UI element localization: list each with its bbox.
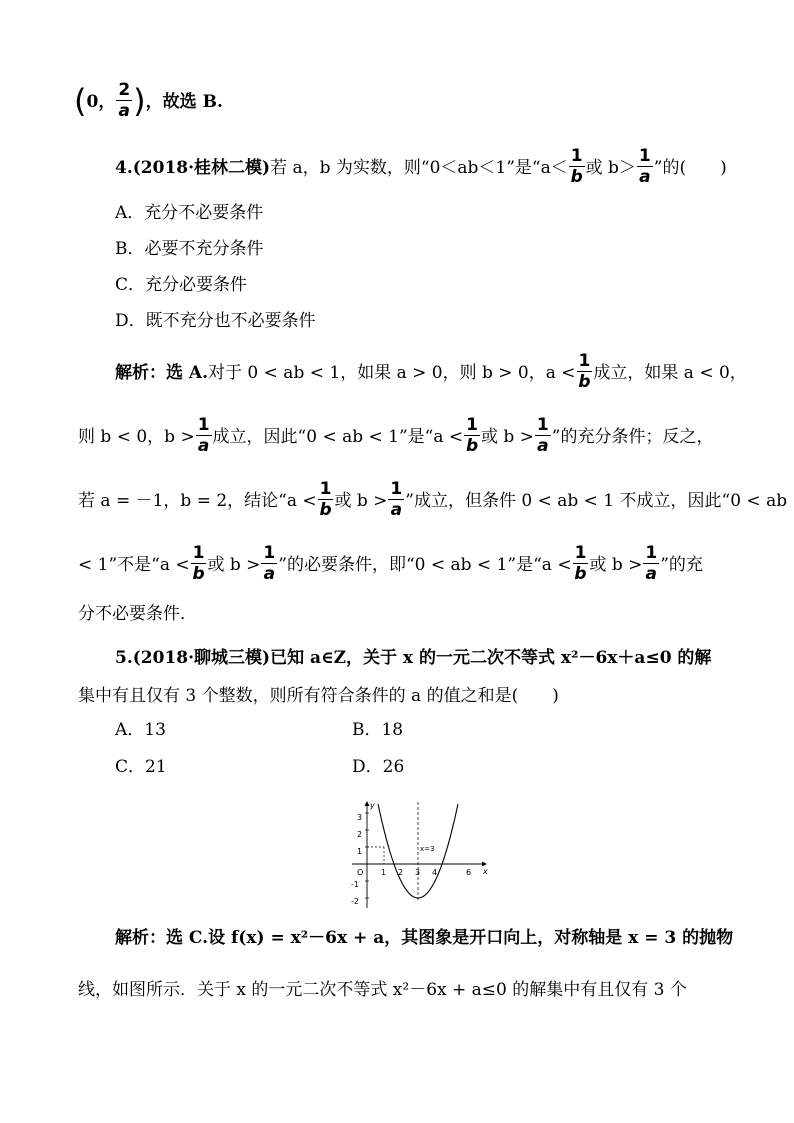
interval-start: 0: [86, 92, 99, 112]
solution-4-line-4: [78, 545, 703, 586]
solution-5-line-2: 线，如图所示．关于 x 的一元二次不等式 x²－6x + a≤0 的解集中有且仅有 3 个: [78, 980, 687, 1000]
q4-text-2: 或 b＞: [585, 158, 636, 178]
solution-5-line-1: [115, 930, 733, 947]
solution-4-line-3: [78, 481, 787, 522]
solution-4-line-5: 分不必要条件．: [78, 604, 197, 624]
symmetry-axis-label: x=3: [420, 845, 435, 853]
frac-num: 1: [192, 543, 205, 563]
frac-den: a: [263, 564, 276, 584]
frac-num: 2: [118, 80, 131, 100]
interval-answer-line: [74, 82, 223, 123]
x-tick-label: 3: [415, 868, 421, 877]
text: 或 b >: [207, 555, 261, 575]
fraction-2-over-a: [116, 80, 132, 121]
frac-num: 1: [466, 415, 478, 435]
origin-label: O: [357, 868, 364, 877]
frac-den: b: [192, 564, 205, 584]
y-axis-label: y: [370, 801, 375, 810]
fraction-1-over-b: [573, 543, 589, 584]
frac-den: b: [574, 564, 587, 584]
solution-4-line-1: [115, 353, 747, 394]
frac-den: a: [537, 436, 549, 456]
question-5-line-2: 集中有且仅有 3 个整数，则所有符合条件的 a 的值之和是( ): [78, 686, 559, 706]
text: 或 b >: [589, 555, 643, 575]
text: 成立，如果 a < 0，: [593, 363, 747, 383]
fraction-1-over-a: [261, 543, 277, 584]
frac-den: b: [465, 436, 479, 456]
q5-option-b: B．18: [352, 720, 404, 740]
text: 成立，因此“0 < ab < 1”是“a <: [212, 427, 464, 447]
fraction-1-over-b: [464, 415, 480, 456]
frac-den: b: [570, 167, 583, 187]
parabola-graph: [348, 798, 490, 910]
y-tick-label: 3: [357, 813, 363, 822]
frac-den: b: [578, 372, 591, 392]
x-tick-label: 1: [381, 868, 387, 877]
frac-num: 1: [263, 543, 276, 563]
frac-num: 1: [578, 351, 591, 371]
frac-num: 1: [574, 543, 587, 563]
text: ”的充: [660, 555, 703, 575]
frac-num: 1: [536, 415, 549, 435]
y-tick-label: 1: [357, 847, 363, 856]
y-axis-arrow: [365, 801, 370, 806]
q4-option-c: C．充分必要条件: [115, 275, 248, 295]
frac-den: a: [645, 564, 658, 584]
y-tick-label: -2: [351, 897, 359, 906]
fraction-1-over-a: [637, 146, 653, 187]
q5-option-c: C．21: [115, 757, 167, 777]
x-tick-label: 2: [398, 868, 404, 877]
frac-num: 1: [390, 479, 403, 499]
q4-source: 4.(2018·桂林二模): [115, 158, 271, 178]
question-4-stem: [115, 148, 727, 189]
text: 解析：选 C.设 f(x) = x²－6x + a，其图象是开口向上，对称轴是 x = 3 的抛物: [115, 928, 734, 948]
text: ”成立，但条件 0 < ab < 1 不成立，因此“0 < ab: [405, 491, 788, 511]
y-tick-label: 2: [357, 830, 363, 839]
frac-den: a: [639, 167, 651, 187]
text: ”的必要条件，即“0 < ab < 1”是“a <: [278, 555, 572, 575]
answer-tail: ，故选 B.: [145, 92, 223, 112]
q4-option-b: B．必要不充分条件: [115, 239, 264, 259]
fraction-1-over-b: [318, 479, 334, 520]
frac-num: 1: [645, 543, 658, 563]
q4-text-end: ”的( ): [653, 158, 727, 178]
frac-den: a: [197, 436, 210, 456]
left-paren: (: [74, 81, 87, 120]
q4-text-1: 若 a，b 为实数，则“0＜ab＜1”是“a＜: [270, 158, 568, 178]
text: 或 b >: [480, 427, 534, 447]
frac-den: b: [319, 500, 332, 520]
x-axis-label: x: [483, 867, 488, 876]
text: < 1”不是“a <: [78, 555, 190, 575]
fraction-1-over-a: [643, 543, 659, 584]
fraction-1-over-a: [535, 415, 551, 456]
frac-num: 1: [197, 415, 210, 435]
fraction-1-over-b: [569, 146, 585, 187]
fraction-1-over-a: [196, 415, 212, 456]
frac-den: a: [118, 101, 130, 121]
text: 或 b >: [334, 491, 388, 511]
q5-option-a: A．13: [115, 720, 166, 740]
x-tick-label: 6: [466, 868, 472, 877]
frac-num: 1: [319, 479, 332, 499]
q5-option-d: D．26: [352, 757, 405, 777]
q4-option-d: D．既不充分也不必要条件: [115, 311, 316, 331]
question-5-line-1: 5.(2018·聊城三模)已知 a∈Z，关于 x 的一元二次不等式 x²－6x＋a≤0 的解: [115, 648, 712, 668]
text: 则 b < 0，b >: [78, 427, 195, 447]
frac-num: 1: [638, 146, 651, 166]
q4-option-a: A．充分不必要条件: [115, 203, 264, 223]
text: 若 a = －1，b = 2，结论“a <: [78, 491, 317, 511]
solution-label: 解析：选 A.: [115, 363, 209, 383]
comma: ，: [98, 92, 116, 112]
text: 对于 0 < ab < 1，如果 a > 0，则 b > 0，a <: [208, 363, 576, 383]
frac-den: a: [390, 500, 403, 520]
frac-num: 1: [570, 146, 583, 166]
fraction-1-over-a: [388, 479, 404, 520]
text: ”的充分条件；反之，: [551, 427, 714, 447]
x-axis-arrow: [482, 862, 487, 867]
fraction-1-over-b: [577, 351, 593, 392]
fraction-1-over-b: [191, 543, 207, 584]
right-paren: ): [133, 81, 146, 120]
x-tick-label: 4: [432, 868, 438, 877]
y-tick-label: -1: [351, 880, 359, 889]
solution-4-line-2: [78, 417, 713, 458]
